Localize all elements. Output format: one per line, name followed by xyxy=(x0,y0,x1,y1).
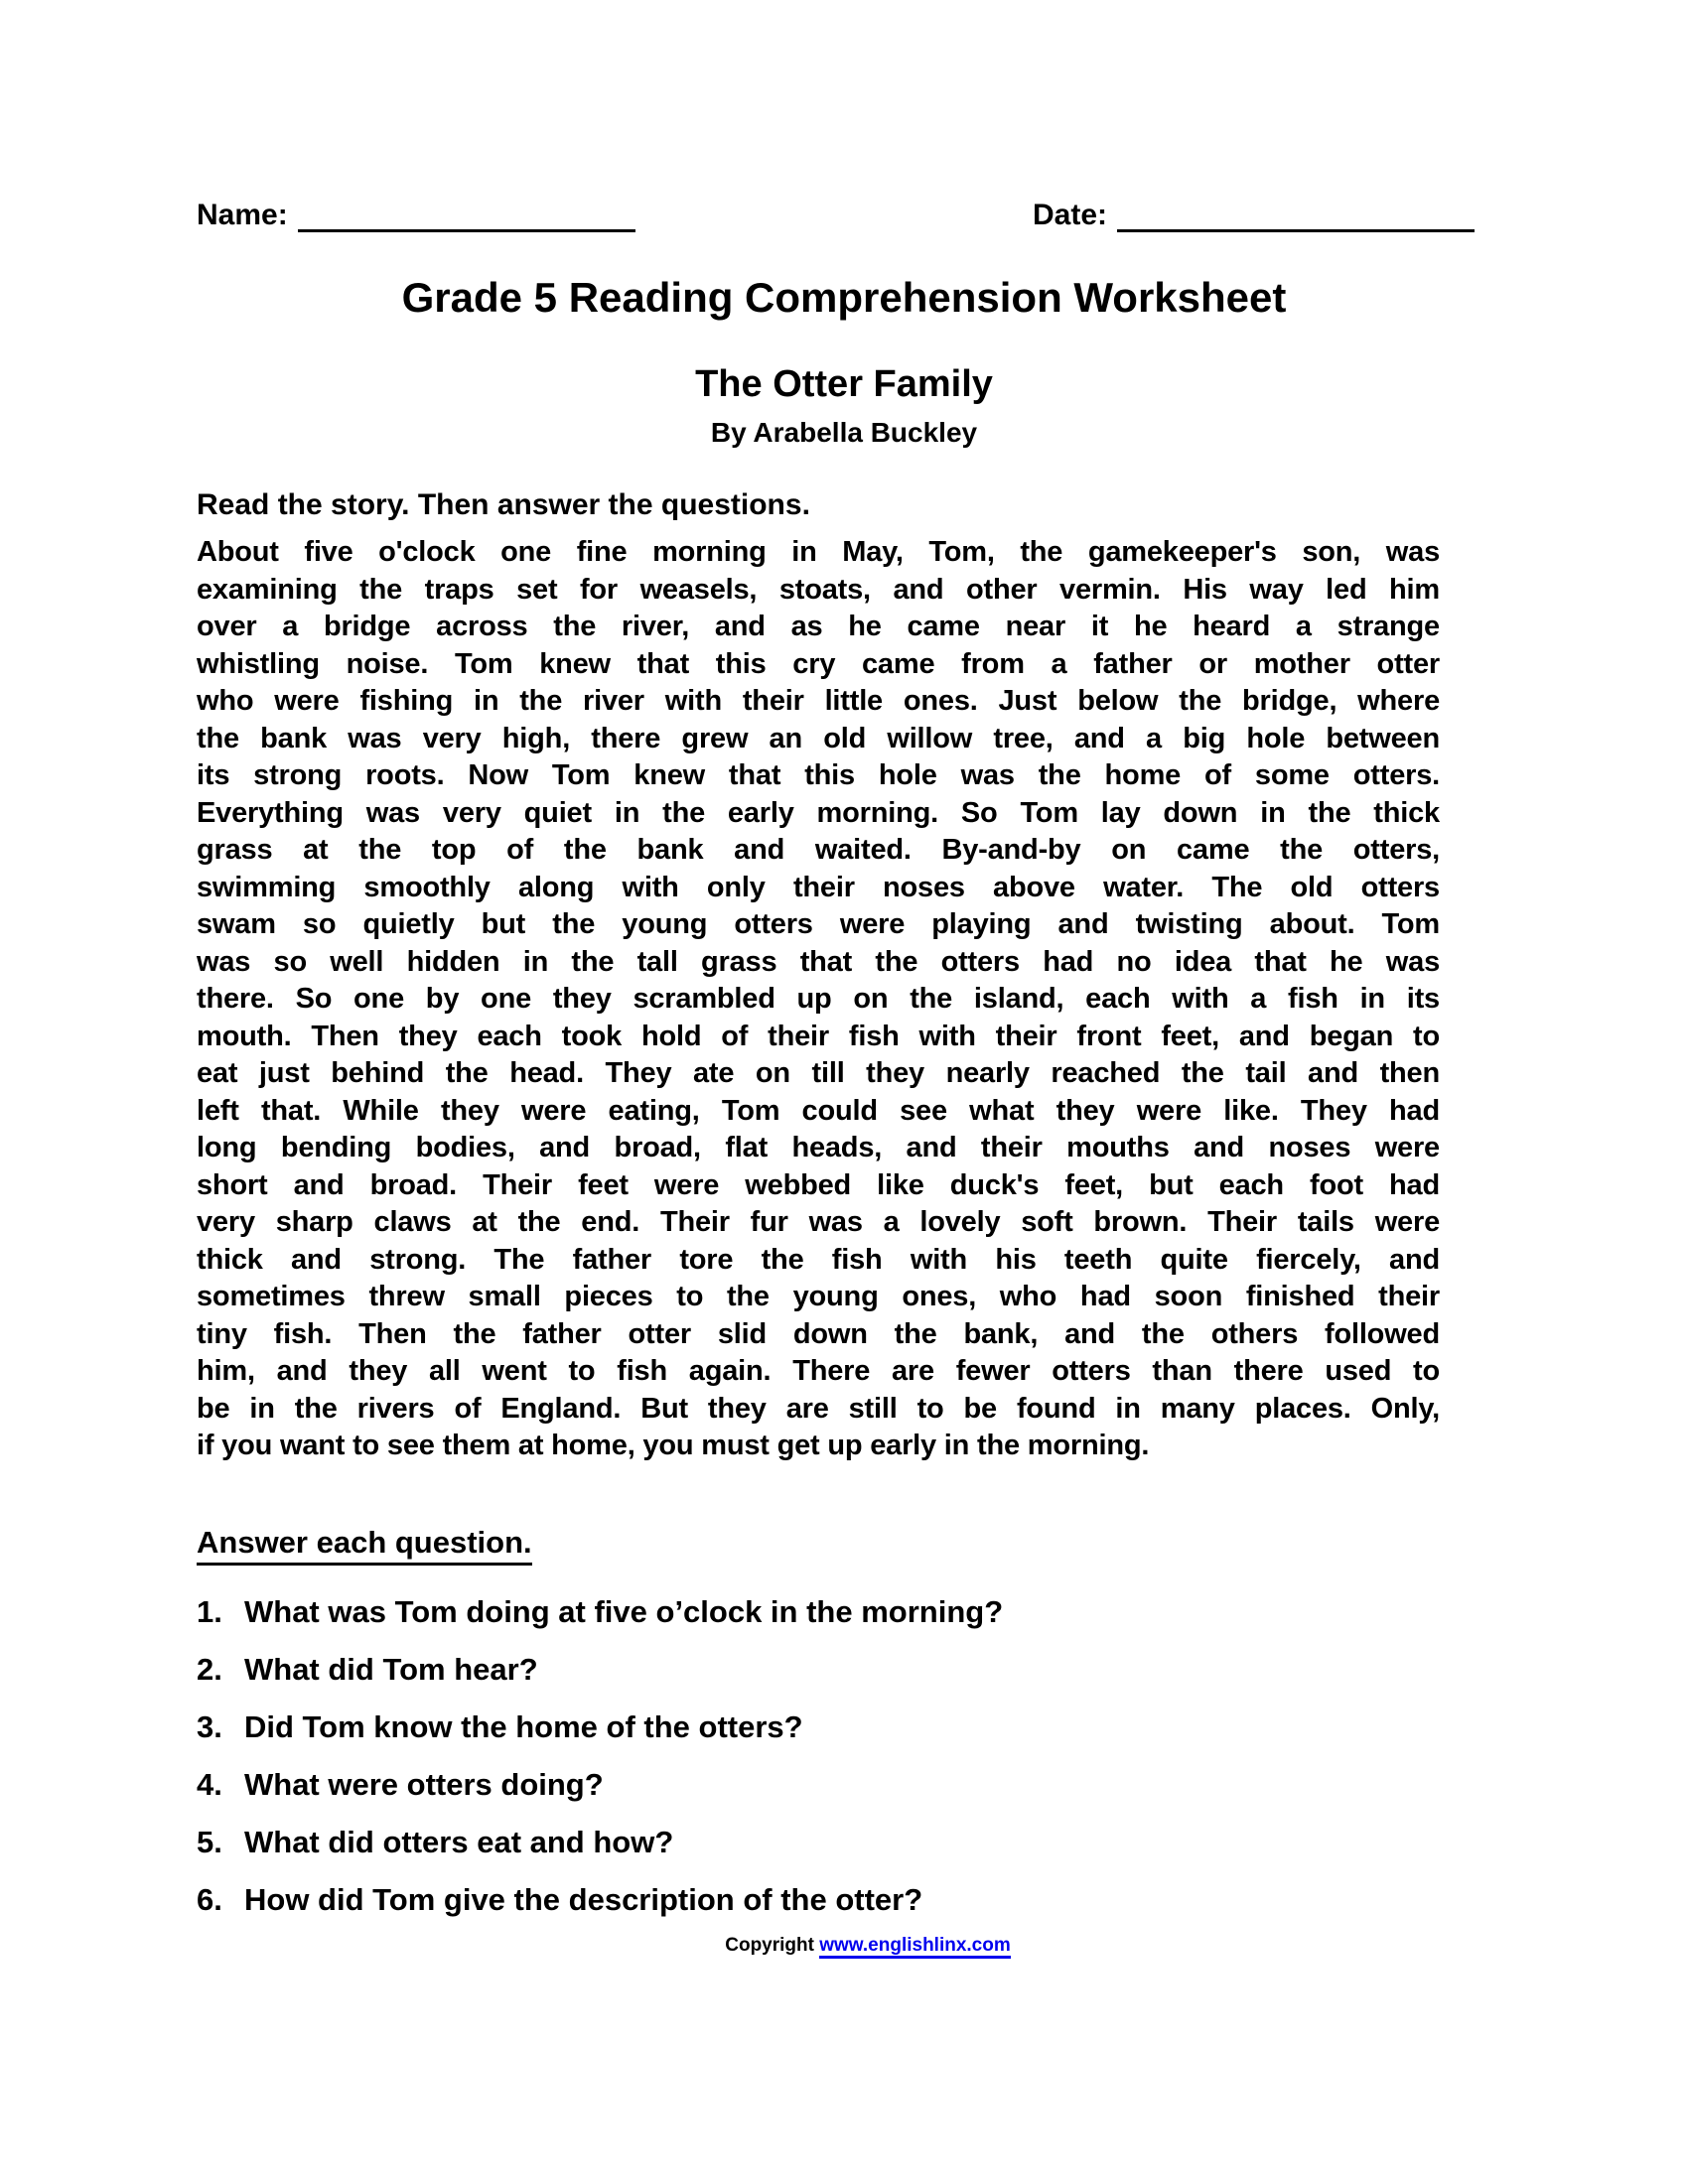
story-line: there. So one by one they scrambled up on the island, each with a fish in its xyxy=(197,983,1440,1015)
question-number: 4. xyxy=(197,1767,222,1802)
story-line: swimming smoothly along with only their noses above water. The old otters xyxy=(197,871,1440,903)
question-number: 5. xyxy=(197,1825,222,1859)
question-item xyxy=(197,1594,1448,1630)
story-line: if you want to see them at home, you must get up early in the morning. xyxy=(197,1430,1150,1461)
story-line: long bending bodies, and broad, flat heads, and their mouths and noses were xyxy=(197,1132,1440,1163)
story-line: the bank was very high, there grew an old willow tree, and a big hole between xyxy=(197,722,1440,754)
question-number: 2. xyxy=(197,1652,222,1687)
story-line: whistling noise. Tom knew that this cry came from a father or mother otter xyxy=(197,647,1440,680)
question-item xyxy=(197,1825,1448,1860)
question-text: How did Tom give the description of the otter? xyxy=(244,1882,923,1917)
instructions-text: Read the story. Then answer the questions. xyxy=(197,488,810,521)
story-line: tiny fish. Then the father otter slid down the bank, and the others followed xyxy=(197,1317,1440,1350)
story-byline: By Arabella Buckley xyxy=(710,417,978,448)
story-line: About five o'clock one fine morning in May, Tom, the gamekeeper's son, was xyxy=(197,536,1440,568)
question-text: What did otters eat and how? xyxy=(244,1825,674,1859)
name-blank-line[interactable] xyxy=(298,200,635,232)
story-line: eat just behind the head. They ate on till they nearly reached the tail and then xyxy=(197,1057,1440,1089)
question-item xyxy=(197,1709,1448,1745)
question-item xyxy=(197,1767,1448,1803)
story-line: him, and they all went to fish again. There are fewer otters than there used to xyxy=(197,1355,1440,1387)
copyright-line xyxy=(24,1934,1688,1958)
date-blank-line[interactable] xyxy=(1117,200,1475,232)
question-number: 3. xyxy=(197,1709,222,1744)
story-title: The Otter Family xyxy=(695,363,993,405)
story-line: thick and strong. The father tore the fish with his teeth quite fiercely, and xyxy=(197,1243,1440,1276)
question-list xyxy=(197,1594,1448,1940)
story-line: grass at the top of the bank and waited. By-and-by on came the otters, xyxy=(197,834,1440,866)
story-line: was so well hidden in the tall grass that the otters had no idea that he was xyxy=(197,945,1440,978)
answer-section-heading: Answer each question. xyxy=(197,1526,532,1566)
story-line: Everything was very quiet in the early morning. So Tom lay down in the thick xyxy=(197,796,1440,829)
story-line: who were fishing in the river with their little ones. Just below the bridge, where xyxy=(197,685,1440,717)
worksheet-title: Grade 5 Reading Comprehension Worksheet xyxy=(401,274,1287,321)
question-text: Did Tom know the home of the otters? xyxy=(244,1709,803,1744)
story-line: over a bridge across the river, and as he came near it he heard a strange xyxy=(197,611,1440,642)
date-label: Date: xyxy=(1033,199,1108,231)
question-number: 6. xyxy=(197,1882,222,1917)
question-item xyxy=(197,1652,1448,1688)
question-text: What was Tom doing at five o’clock in the morning? xyxy=(244,1594,1004,1629)
story-line: examining the traps set for weasels, stoats, and other vermin. His way led him xyxy=(197,573,1440,606)
story-line: its strong roots. Now Tom knew that this hole was the home of some otters. xyxy=(197,759,1440,791)
story-line: mouth. Then they each took hold of their fish with their front feet, and began to xyxy=(197,1020,1440,1052)
question-item xyxy=(197,1882,1448,1918)
question-text: What were otters doing? xyxy=(244,1767,604,1802)
story-line: sometimes threw small pieces to the young ones, who had soon finished their xyxy=(197,1281,1440,1312)
name-label: Name: xyxy=(197,199,288,231)
copyright-label: Copyright xyxy=(725,1935,820,1956)
story-line: short and broad. Their feet were webbed like duck's feet, but each foot had xyxy=(197,1168,1440,1201)
question-number: 1. xyxy=(197,1594,222,1629)
story-line: left that. While they were eating, Tom could see what they were like. They had xyxy=(197,1094,1440,1127)
story-line: swam so quietly but the young otters were playing and twisting about. Tom xyxy=(197,908,1440,940)
date-field-group xyxy=(1033,199,1475,232)
name-field-group xyxy=(197,199,635,232)
story-line: be in the rivers of England. But they are still to be found in many places. Only, xyxy=(197,1392,1440,1425)
story-line: very sharp claws at the end. Their fur was a lovely soft brown. Their tails were xyxy=(197,1206,1440,1238)
copyright-link[interactable]: www.englishlinx.com xyxy=(819,1935,1011,1959)
question-text: What did Tom hear? xyxy=(244,1652,538,1687)
story-text xyxy=(197,534,1440,1465)
